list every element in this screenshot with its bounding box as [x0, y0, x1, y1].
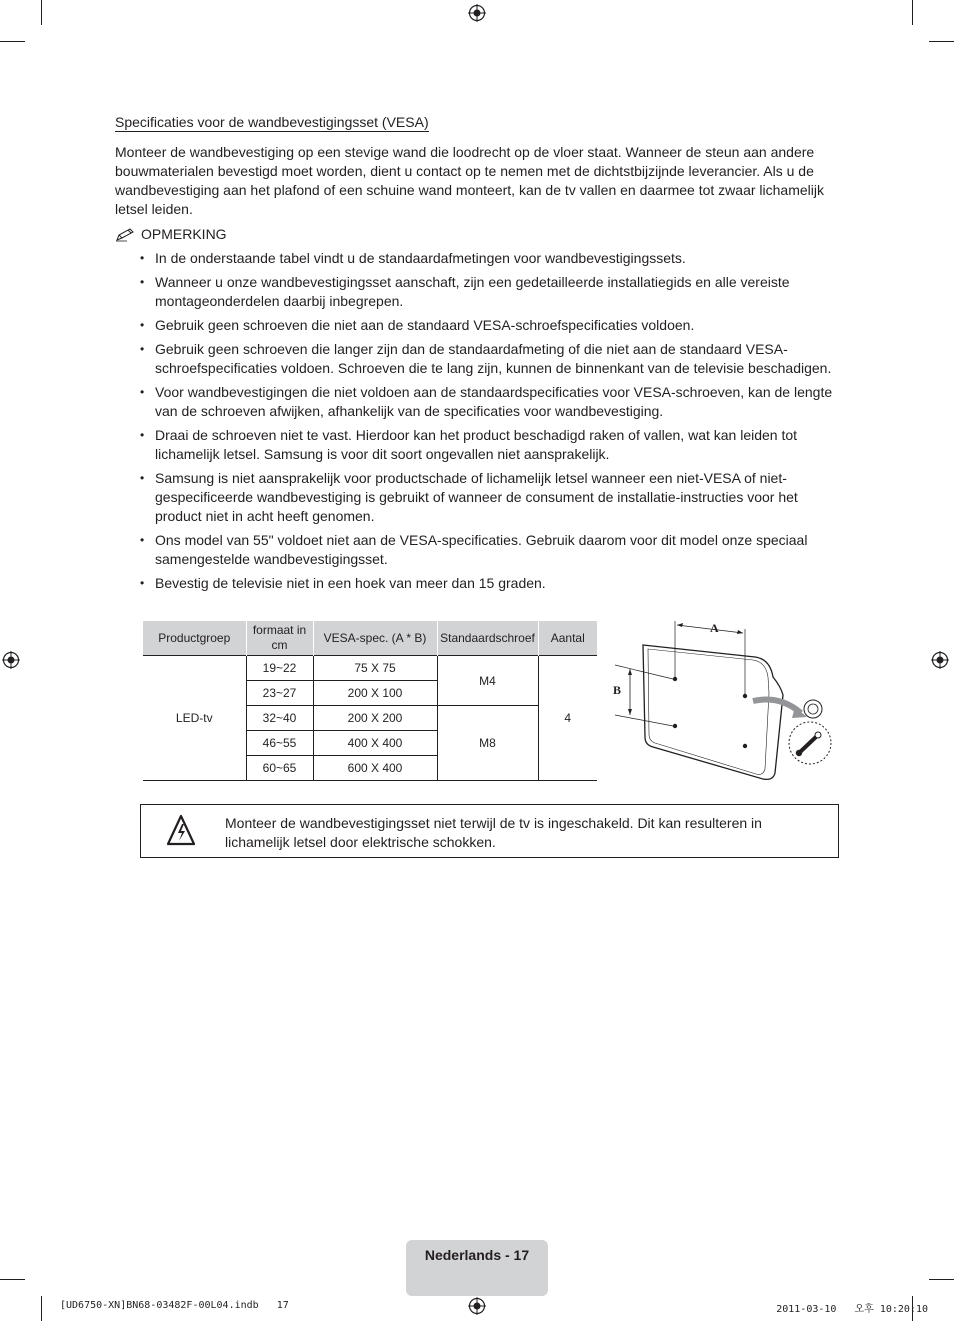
- vesa-cell: 75 X 75: [313, 656, 437, 681]
- screw-cell: M4: [437, 656, 538, 706]
- warning-text: Monteer de wandbevestigingsset niet terwijl de tv is ingeschakeld. Dit kan resulteren in lichamelijk letsel door elektrische schokken.: [225, 815, 762, 850]
- crop-mark: [0, 1279, 25, 1280]
- crop-mark: [41, 0, 42, 25]
- dimension-label-b: B: [613, 683, 622, 697]
- table-header-row: [143, 621, 597, 656]
- registration-mark-icon: [468, 4, 486, 22]
- column-header: Standaardschroef: [437, 621, 538, 656]
- list-item: • Voor wandbevestigingen die niet voldoen aan de standaardspecificaties voor VESA-schroeven, kan de lengte van de schroeven afwijken, afhankelijk van de specificaties voor wandbevestiging.: [138, 383, 842, 421]
- tv-back-mounting-diagram: [605, 615, 840, 785]
- list-item: • Ons model van 55" voldoet niet aan de VESA-specificaties. Gebruik daarom voor dit model onze speciaal samengestelde wandbevestigingsset.: [138, 531, 842, 569]
- note-bullet-list: [138, 249, 842, 598]
- vesa-cell: 200 X 100: [313, 681, 437, 706]
- list-item: • Wanneer u onze wandbevestigingsset aanschaft, zijn een gedetailleerde installatiegids en alle vereiste montageonderdelen daarbij inbegrepen.: [138, 273, 842, 311]
- product-group-cell: LED-tv: [143, 656, 246, 781]
- list-item: • Samsung is niet aansprakelijk voor productschade of lichamelijk letsel wanneer een niet-VESA of niet-gespecificeerde wandbevestiging is gebruikt of wanneer de consument de installatie-instructies voor het product niet in acht heeft genomen.: [138, 469, 842, 526]
- crop-mark: [0, 41, 25, 42]
- size-cell: 23~27: [246, 681, 313, 706]
- note-heading-label: OPMERKING: [141, 226, 227, 242]
- crop-mark: [929, 41, 954, 42]
- list-item: • Gebruik geen schroeven die langer zijn dan de standaardafmeting of die niet aan de standaard VESA-schroefspecificaties voldoen. Schroeven die te lang zijn, kunnen de binnenkant van de televisie beschadigen.: [138, 340, 842, 378]
- list-item: • Draai de schroeven niet te vast. Hierdoor kan het product beschadigd raken of vallen, wat kan leiden tot lichamelijk letsel. Samsung is voor dit soort ongevallen niet aansprakelijk.: [138, 426, 842, 464]
- size-cell: 19~22: [246, 656, 313, 681]
- screw-cell: M8: [437, 706, 538, 781]
- vesa-cell: 400 X 400: [313, 731, 437, 756]
- electric-shock-warning-icon: [167, 814, 195, 846]
- registration-mark-icon: [2, 651, 20, 669]
- vesa-cell: 600 X 400: [313, 756, 437, 781]
- list-item: • In de onderstaande tabel vindt u de standaardafmetingen voor wandbevestigingssets.: [138, 249, 842, 268]
- registration-mark-icon: [931, 651, 949, 669]
- quantity-cell: 4: [538, 656, 597, 781]
- warning-box: [140, 804, 839, 858]
- print-slug-file: [UD6750-XN]BN68-03482F-00L04.indb 17: [60, 1300, 289, 1311]
- note-heading: [115, 225, 227, 244]
- pencil-note-icon: [115, 228, 137, 242]
- crop-mark: [912, 0, 913, 25]
- dimension-label-a: A: [710, 621, 719, 635]
- size-cell: 60~65: [246, 756, 313, 781]
- vesa-spec-table: [143, 621, 597, 781]
- vesa-cell: 200 X 200: [313, 706, 437, 731]
- column-header: Aantal: [538, 621, 597, 656]
- page-number-label: Nederlands - 17: [424, 1247, 530, 1263]
- print-slug-timestamp: 2011-03-10 오후 10:20:10: [776, 1304, 928, 1315]
- list-item: • Bevestig de televisie niet in een hoek van meer dan 15 graden.: [138, 574, 842, 593]
- size-cell: 46~55: [246, 731, 313, 756]
- crop-mark: [41, 1296, 42, 1321]
- registration-mark-icon: [468, 1297, 486, 1315]
- column-header: VESA-spec. (A * B): [313, 621, 437, 656]
- crop-mark: [929, 1279, 954, 1280]
- page-number-tab: [406, 1240, 548, 1296]
- list-item: • Gebruik geen schroeven die niet aan de standaard VESA-schroefspecificaties voldoen.: [138, 316, 842, 335]
- table-row: [143, 656, 597, 681]
- section-title: Specificaties voor de wandbevestigingsset (VESA): [115, 114, 429, 130]
- intro-paragraph: Monteer de wandbevestiging op een stevige wand die loodrecht op de vloer staat. Wanneer de steun aan andere bouwmaterialen bevestigd moet worden, dient u contact op te nemen met de dichtstbijzijnde leverancier. Als u de wandbevestiging aan het plafond of een schuine wand monteert, kan de tv vallen en daarmee tot zwaar lichamelijk letsel leiden.: [115, 144, 824, 217]
- size-cell: 32~40: [246, 706, 313, 731]
- column-header: Productgroep: [143, 621, 246, 656]
- tv-back-panel: [643, 645, 783, 779]
- column-header: formaat in cm: [246, 621, 313, 656]
